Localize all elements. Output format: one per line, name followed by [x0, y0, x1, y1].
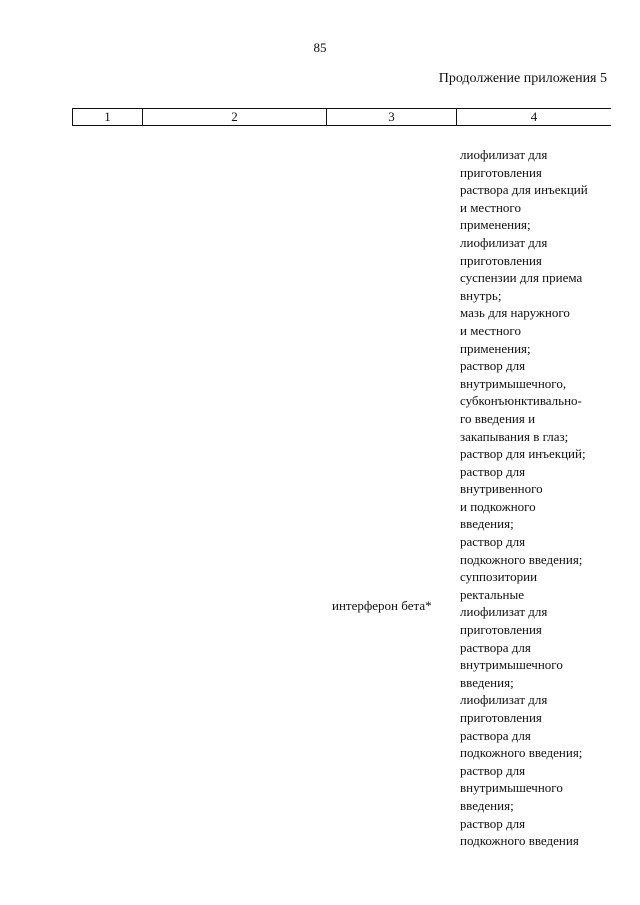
column-header-3: 3	[327, 109, 457, 125]
column-header-1: 1	[73, 109, 143, 125]
dosage-form-entry: раствор для внутривенного и подкожного введения;	[460, 463, 543, 532]
appendix-title: Продолжение приложения 5	[438, 71, 607, 86]
dosage-form-entry: раствор для подкожного введения	[460, 815, 579, 849]
dosage-form-entry: раствор для внутримышечного введения;	[460, 762, 563, 813]
page-number: 85	[313, 40, 327, 55]
dosage-form-entry: раствор для инъекций;	[460, 446, 586, 462]
dosage-form-entry: лиофилизат для приготовления раствора для инъекций и местного применения;	[460, 147, 588, 233]
drug-name: интерферон бета*	[332, 598, 432, 613]
dosage-form-entry: лиофилизат для приготовления раствора для подкожного введения;	[460, 692, 583, 761]
dosage-form-entry: раствор для внутримышечного, субконъюнктивально- го введения и закапывания в глаз;	[460, 358, 582, 444]
dosage-form-entry: суппозитории ректальные	[460, 569, 538, 602]
dosage-forms-column	[460, 146, 620, 850]
column-header-4: 4	[530, 109, 538, 124]
column-header-2: 2	[143, 109, 327, 125]
dosage-form-entry: лиофилизат для приготовления суспензии для приема внутрь;	[460, 234, 583, 303]
dosage-form-entry: мазь для наружного и местного применения;	[460, 305, 570, 356]
dosage-form-entry: лиофилизат для приготовления раствора для внутримышечного введения;	[460, 604, 563, 690]
dosage-form-entry: раствор для подкожного введения;	[460, 534, 583, 567]
table-header-row	[72, 108, 611, 126]
